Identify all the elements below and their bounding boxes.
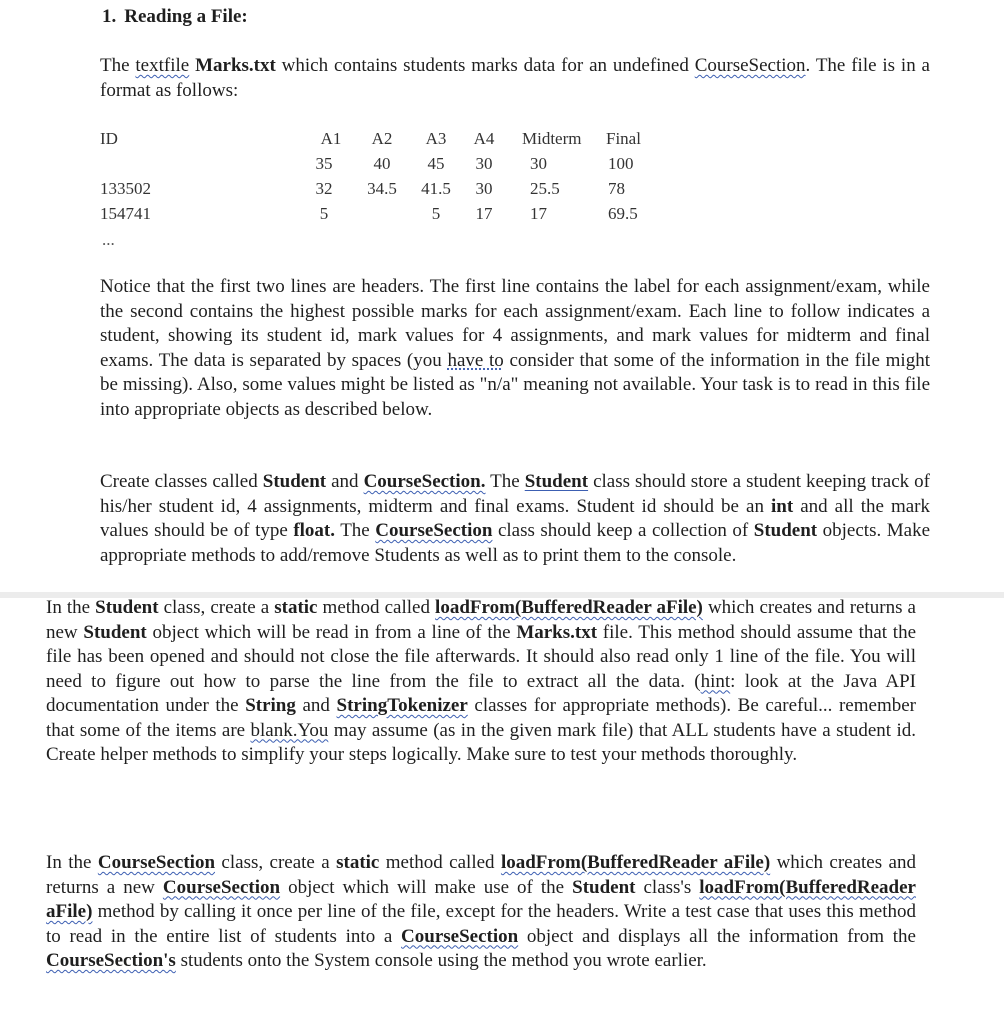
student-loadfrom-signature: loadFrom(BufferedReader aFile)	[435, 597, 703, 618]
student-loadfrom-paragraph: In the Student class, create a static method called loadFrom(BufferedReader aFile) which creates and returns a new Student object which will be read in from a line of the Marks.txt file. This method should assume that the file has been opened and should not close the file afterwards. It should also read only 1 line of the file. You will need to figure out how to parse the line from the file to extract all the data. (hint: look at the Java API documentation under the String and StringTokenizer classes for appropriate methods). Be careful... remember that some of the items are blank.You may assume (as in the given mark file) that ALL students have a student id. Create helper methods to simplify your steps logically. Make sure to test your methods thoroughly.	[46, 597, 917, 765]
notice-paragraph: Notice that the first two lines are headers. The first line contains the label for each assignment/exam, while the second contains the highest possible marks for each assignment/exam. Each line to follow indicates a student, showing its student id, mark values for 4 assignments, and mark values for midterm and final exams. The data is separated by spaces (you have to consider that some of the information in the file might be missing). Also, some values might be listed as "n/a" meaning not available. Your task is to read in this file into appropriate objects as described below.	[100, 276, 930, 420]
have-to-phrase: have to	[447, 349, 504, 371]
textfile-word: textfile	[135, 55, 190, 76]
section-heading	[102, 6, 248, 28]
marks-sample-table	[100, 126, 668, 226]
coursesection-word: CourseSection	[694, 55, 806, 76]
table-row: 133502 32 34.5 41.5 30 25.5 78	[100, 178, 625, 198]
table-ellipsis: ...	[102, 230, 115, 249]
heading-number: 1.	[102, 6, 117, 27]
create-classes-paragraph: Create classes called Student and CourseSection. The Student class should store a student keeping track of his/her student id, 4 assignments, midterm and final exams. Student id should be an int and all the mark values should be of type float. The CourseSection class should keep a collection of Student objects. Make appropriate methods to add/remove Students as well as to print them to the console.	[100, 471, 931, 566]
assignment-bottom-section	[0, 596, 1004, 1024]
table-row: 154741 5 5 17 17 69.5	[100, 203, 638, 223]
table-header-row: ID A1 A2 A3 A4 Midterm Final	[100, 128, 641, 148]
blank-you-word: blank.You	[250, 719, 329, 741]
coursesection-loadfrom-signature: loadFrom(BufferedReader aFile)	[500, 852, 771, 873]
marks-filename: Marks.txt	[195, 55, 276, 76]
stringtokenizer-word: StringTokenizer	[336, 695, 468, 716]
hint-word: hint	[700, 670, 731, 692]
table-row: 35 40 45 30 30 100	[315, 153, 634, 173]
coursesection-class-name: CourseSection.	[363, 471, 486, 492]
coursesection-loadfrom-paragraph: In the CourseSection class, create a static method called loadFrom(BufferedReader aFile) which creates and returns a new CourseSection object which will make use of the Student class's loadFrom(BufferedReader aFile) method by calling it once per line of the file, except for the headers. Write a test case that uses this method to read in the entire list of students into a CourseSection object and displays all the information from the CourseSection's students onto the System console using the method you wrote earlier.	[46, 852, 916, 971]
student-class-name: Student	[524, 471, 589, 492]
heading-title: Reading a File:	[124, 6, 248, 27]
intro-paragraph: The textfile Marks.txt which contains students marks data for an undefined CourseSection. The file is in a format as follows:	[100, 55, 930, 101]
